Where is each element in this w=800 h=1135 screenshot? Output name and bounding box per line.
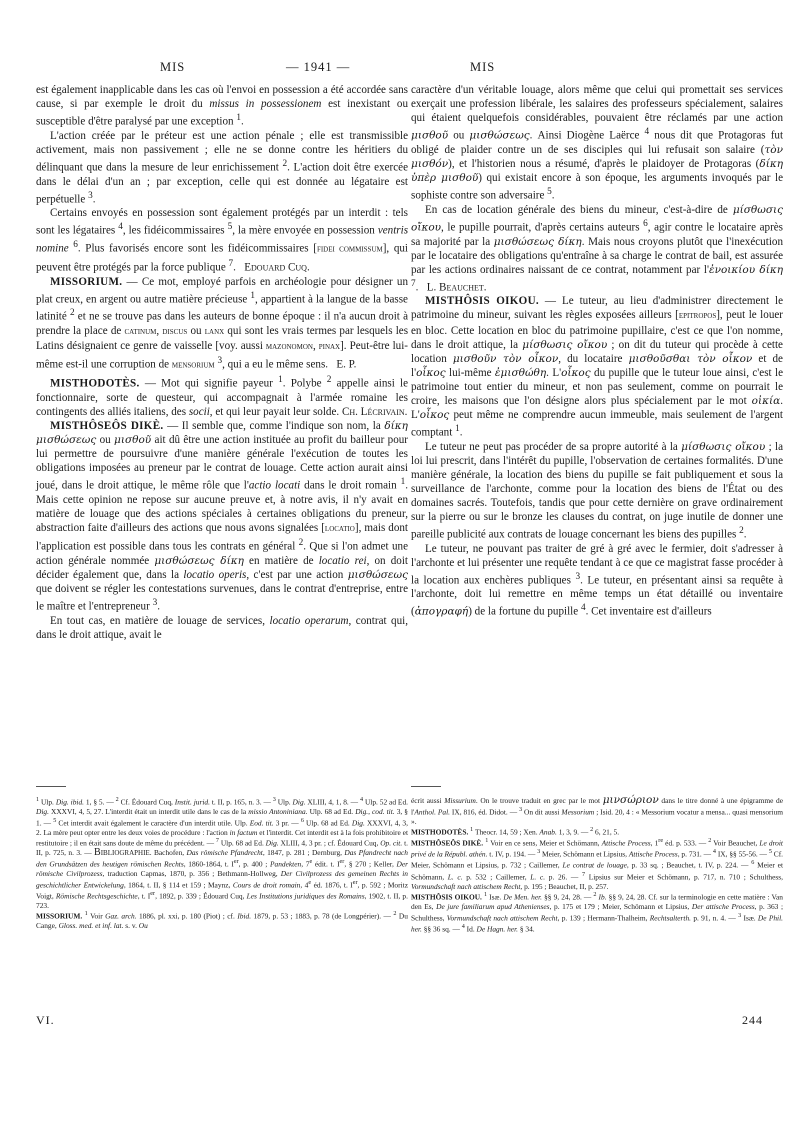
paragraph: Le tuteur ne peut pas procéder de sa propre autorité à la μίσθωσις οἴκου ; la loi lui prescrit, dans l'intérêt du pupille, l'observation de certaines formalités. D'une manière générale, la location des biens du pupille se fait publiquement et sous la surveillance de l'archonte, comme pour la location des biens de l'État ou des domaines sacrés. Toutefois, tandis que pour cette dernière on grave ordinairement sur la pierre ou sur le bronze les clauses du contrat, on juge inutile de donner une pareille publicité aux contrats de louage concernant les biens des pupilles $^2$. xyxy=(411,440,784,541)
paragraph: L'action créée par le préteur est une action pénale ; elle est transmissible activement, mais non passivement ; elle ne se donne contre les héritiers du délinquant que dans la mesure de leur enrichissement $^2$. L'action doit être exercée dans le délai d'un an ; par exception, celle qui est donnée au légataire est perpétuelle $^3$. xyxy=(36,129,409,206)
footnote: écrit aussi Missurium. On le trouve traduit en grec par le mot μινσώριον dans le titre donné à une épigramme de l'Anthol. Pal. IX, 816, éd. Didot. — $^3$ On dit aussi Messorium ; Isid. 20, 4 : « Messorium vocatur a mensa... quasi mensorium ». xyxy=(411,794,784,826)
header-column-number: — 1941 — xyxy=(286,60,351,74)
right-footnotes xyxy=(411,796,783,934)
paragraph: MISTHÔSIS OIKOU. — Le tuteur, au lieu d'administrer directement le patrimoine du mineur, suivant les règles exposées ailleurs [epitropos], peut le louer en bloc. Cette location en bloc du patrimoine pupillaire, c'est ce que l'on nomme, dans le droit attique, la μίσθωσις οἴκου ; on dit du tuteur qui procède à cette location μισθοῦν τὸν οἶκον, du locataire μισθοῦσθαι τὸν οἶκον et de l'οἶκος lui-même ἐμισθώθη. L'οἶκος du pupille que le tuteur loue ainsi, c'est le patrimoine tout entier du mineur, et non pas seulement, comme on pourrait le croire, les maisons que l'on désigne alors plus spécialement par le mot οἰκία. L'οἶκος peut même ne comprendre aucun immeuble, mais seulement de l'argent comptant $^1$. xyxy=(411,295,783,439)
paragraph: Le tuteur, ne pouvant pas traiter de gré à gré avec le fermier, doit s'adresser à l'archonte et lui présenter une requête tendant à ce que ce magistrat fasse procéder à la location aux enchères publiques $^3$. Le tuteur, en présentant ainsi sa requête à l'archonte, doit lui remettre en même temps un état détaillé ou inventaire (ἀπογραφή) de la fortune du pupille $^4$. Cet inventaire est d'ailleurs xyxy=(411,542,784,619)
header-right-word: MIS xyxy=(470,60,496,74)
paragraph: est également inapplicable dans les cas où l'envoi en possession a été accordée sans cause, si par exemple le droit du missus in possessionem est inexistant ou susceptible d'être paralysé par une exception $^1$. xyxy=(36,84,408,128)
paragraph: En tout cas, en matière de louage de services, locatio operarum, contrat qui, dans le droit attique, avait le xyxy=(36,614,409,641)
right-text-column xyxy=(411,83,783,619)
footnote: MISTHODOTÈS. $^1$ Theocr. 14, 59 ; Xen. Anab. 1, 3, 9. — $^2$ 6, 21, 5. xyxy=(411,827,620,837)
left-footnotes xyxy=(36,796,408,931)
footnote: MISSORIUM. $^1$ Voir Gaz. arch. 1886, pl. xxi, p. 180 (Piot) ; cf. Ibid. 1879, p. 53 ; 1883, p. 78 (de Longpérier). — $^2$ Du Cange, Gloss. med. et inf. lat. s. v. Ou xyxy=(36,911,408,931)
volume-signature: VI. xyxy=(36,1013,55,1027)
footnote: MISTHÔSEÔS DIKÈ. $^1$ Voir en ce sens, Meier et Schömann, Attische Process, 1re éd. p. 533. — $^2$ Voir Beauchet, Le droit privé de la Républ. athén. t. IV, p. 194. — $^3$ Meier, Schömann et Lipsius, Attische Process, p. 731. — $^4$ IX, §§ 55-56. — $^5$ Cf. Meier, Schömann et Lipsius, p. 732 ; Caillemer, Le contrat de louage, p. 33 sq. ; Beauchet, t. IV, p. 224. — $^6$ Meier et Schömann, L. c. p. 532 ; Caillemer, L. c. p. 26. — $^7$ Lipsius sur Meier et Schömann, p. 717, n. 710 ; Schulthess, Vormundschaft nach attischem Recht, p. 195 ; Beauchet, II, p. 257. xyxy=(411,838,784,891)
footnote: MISTHÔSIS OIKOU. $^1$ Isæ. De Men. her. §§ 9, 24, 28. — $^2$ Ib. §§ 9, 24, 28. Cf. sur la terminologie en cette matière : Van den Es, De jure familiarum apud Athenienses, p. 175 et 179 ; Meier, Schömann et Lipsius, Der attische Process, p. 363 ; Schulthess, Vormundschaft nach attischem Recht, p. 139 ; Hermann-Thalheim, Rechtsalterth. p. 91, n. 4. — $^3$ Isæ. De Phil. her. §§ 36 sq. — $^4$ Id. De Hagn. her. § 34. xyxy=(411,892,784,934)
page-number: 244 xyxy=(742,1013,763,1027)
paragraph: Certains envoyés en possession sont également protégés par un interdit : tels sont les légataires $^4$, les fidéicommissaires $^5$, la mère envoyée en possession ventris nomine $^6$. Plus favorisés encore sont les fidéicommissaires [fidei commissum], qui peuvent être protégés par la force publique $^7$. Edouard Cuq. xyxy=(36,207,409,274)
footnote: $^1$ Ulp. Dig. ibid. 1, § 5. — $^2$ Cf. Édouard Cuq, Instit. jurid. t. II, p. 165, n. 3. — $^3$ Ulp. Dig. XLIII, 4, 1, 8. — $^4$ Ulp. 52 ad Ed. Dig. XXXVI, 4, 5, 27. L'interdit était un interdit utile dans le cas de la missio Antoniniana. Ulp. 68 ad Ed. Dig., cod. tit. 3, § 1. — $^5$ Cet interdit avait également le caractère d'un interdit utile. Ulp. Eod. tit. 3 pr. — $^6$ Ulp. 68 ad Ed. Dig. XXXVI, 4, 3, 2. La mère peut opter entre les deux voies de procédure : l'action in factum et l'interdit. Cet interdit est à la fois prohibitoire et restitutoire ; il en était sans doute de même du précédent. — $^7$ Ulp. 68 ad Ed. Dig. XLIII, 4, 3 pr. ; cf. Édouard Cuq, Op. cit. t. II, p. 725, n. 3. — Bibliographie. Bachofen, Das römische Pfandrecht, 1847, p. 281 ; Dernburg, Das Pfandrecht nach den Grundsätzen des heutigen römischen Rechts, 1860-1864, t. Ier, p. 400 ; Pandekten, 7e édit. t. Ier, § 270 ; Keller, Der römische Civilprozess, traduction Capmas, 1870, p. 356 ; Bethmann-Hollweg, Der Civilprozess des gemeinen Rechts in geschichtlicher Entwickelung, 1864, t. II, § 114 et 159 ; Maynz, Cours de droit romain, 4e éd. 1876, t. Ier, p. 592 ; Moritz Voigt, Römische Rechtsgeschichte, t. Ier, 1892, p. 339 ; Édouard Cuq, Les Institutions juridiques des Romains, 1902, t. II, p. 723. xyxy=(36,797,409,910)
running-header xyxy=(0,60,800,80)
paragraph: caractère d'un véritable louage, alors même que celui qui promettait ses services exerçait une profession libérale, les salaires des professeurs spécialement, salaires qui étaient quelquefois considérables, pouvaient être réclamés par une action μισθοῦ ou μισθώσεως. Ainsi Diogène Laërce $^4$ nous dit que Protagoras fut obligé de plaider contre un de ses disciples qui lui refusait son salaire (τὸν μισθόν), et l'historien nous a résumé, d'après le plaidoyer de Protagoras (δίκη ὑπὲρ μισθοῦ) qui existait encore à son époque, les arguments invoqués par le sophiste contre son adversaire $^5$. xyxy=(411,84,784,202)
footnote-rule-right xyxy=(411,786,441,787)
paragraph: MISSORIUM. — Ce mot, employé parfois en archéologie pour désigner un plat creux, en argent ou autre matière précieuse $^1$, appartient à la langue de la basse latinité $^2$ et ne se trouve pas dans les auteurs de bonne époque : il n'a aucun droit à prendre la place de catinum, discus ou lanx qui sont les vrais termes par lesquels les Latins désignaient ce genre de vaisselle [voy. aussi mazonomon, pinax]. Peut-être lui-même est-il une corruption de mensorium $^3$, qui a eu le même sens. E. P. xyxy=(36,275,409,371)
paragraph: MISTHODOTÈS. — Mot qui signifie payeur $^1$. Polybe $^2$ appelle ainsi le fonctionnaire, sorte de questeur, qui accompagnait à l'armée romaine les contingents des alliés italiens, des socii, et qui leur payait leur solde. Ch. Lécrivain. xyxy=(36,375,408,418)
footnote-rule-left xyxy=(36,786,66,787)
header-left-word: MIS xyxy=(160,60,186,74)
paragraph: En cas de location générale des biens du mineur, c'est-à-dire de μίσθωσις οἴκου, le pupille pourrait, d'après certains auteurs $^6$, agir contre le locataire après sa majorité par la μισθώσεως δίκη. Mais nous croyons plutôt que l'inexécution par le locataire des obligations qu'entraîne à sa charge le contrat de bail, est assurée par les actions ordinaires naissant de ce contrat, notamment par l'ἐνοικίου δίκη $^7$. L. Beauchet. xyxy=(411,203,784,294)
left-text-column xyxy=(36,83,408,642)
paragraph: MISTHÔSEÔS DIKÈ. — Il semble que, comme l'indique son nom, la δίκη μισθώσεως ou μισθοῦ ait dû être une action instituée au profit du bailleur pour lui permettre de poursuivre d'une manière générale l'exécution de toutes les obligations imposées au preneur par le contrat de louage. Cette action aurait ainsi joué, dans le droit attique, le même rôle que l'actio locati dans le droit romain $^1$. Mais cette opinion ne repose sur aucune preuve et, à notre avis, il n'y avait en matière de louage que des actions spéciales à certaines obligations du preneur, abstraction faite d'ailleurs des actions que nous avons signalées [locatio], mais dont l'application est possible dans tous les contrats en général $^2$. Que si l'on admet une action générale nommée μισθώσεως δίκη en matière de locatio rei, on doit décider également que, dans la locatio operis, c'est par une action μισθώσεως que doivent se régler les contestations survenues, dans le contrat d'entreprise, entre le maître et l'entrepreneur $^3$. xyxy=(36,419,408,613)
